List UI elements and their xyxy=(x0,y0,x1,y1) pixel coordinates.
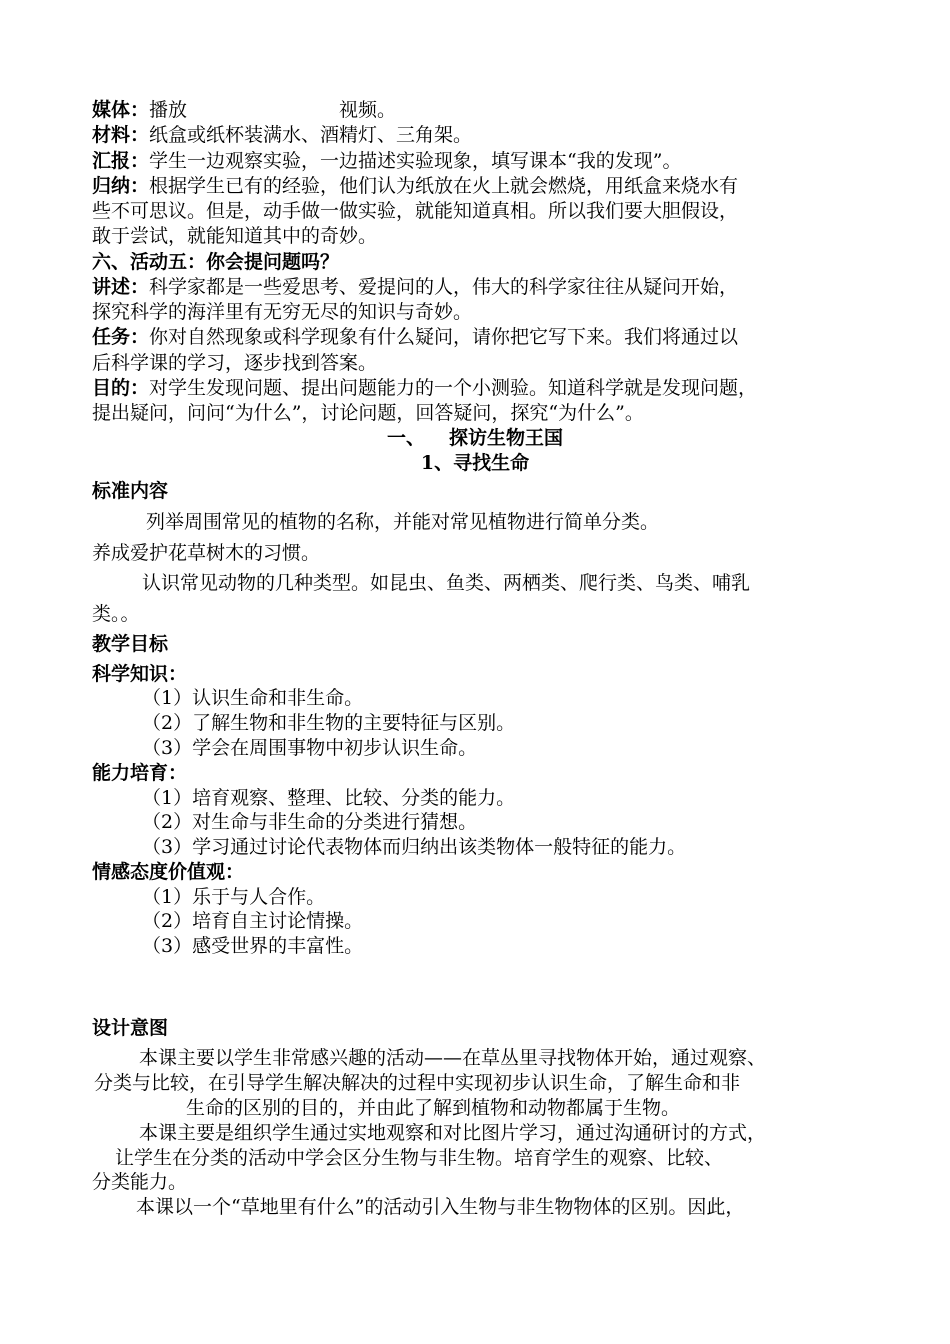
list-item: （2）了解生物和非生物的主要特征与区别。 xyxy=(142,712,516,734)
text-line: 本课主要以学生非常感兴趣的活动——在草丛里寻找物体开始，通过观察、 xyxy=(139,1047,767,1069)
text-line: 养成爱护花草树木的习惯。 xyxy=(92,542,321,564)
text-report: 学生一边观察实验，一边描述实验现象，填写课本“我的发现”。 xyxy=(149,150,682,172)
text-line: 提出疑问，问问“为什么”，讨论问题，回答疑问，探究“为什么”。 xyxy=(92,402,644,424)
label-task: 任务： xyxy=(92,326,150,348)
label-media: 媒体： xyxy=(92,99,150,121)
unit-number: 一、 xyxy=(386,427,425,449)
list-item: （1）认识生命和非生命。 xyxy=(142,687,364,709)
unit-name: 探访生物王国 xyxy=(449,427,564,449)
line-purpose xyxy=(92,376,757,400)
text-line: 列举周围常见的植物的名称，并能对常见植物进行简单分类。 xyxy=(146,511,660,533)
text-line: 类。。 xyxy=(92,603,140,625)
lesson-title: 1、寻找生命 xyxy=(420,452,530,474)
heading-design-intent: 设计意图 xyxy=(92,1017,169,1039)
text-purpose: 对学生发现问题、提出问题能力的一个小测验。知道科学就是发现问题， xyxy=(149,377,758,399)
subheading-science-knowledge: 科学知识： xyxy=(92,663,188,685)
text-line: 生命的区别的目的，并由此了解到植物和动物都属于生物。 xyxy=(186,1097,681,1119)
list-item: （3）学习通过讨论代表物体而归纳出该类物体一般特征的能力。 xyxy=(142,836,687,858)
unit-title xyxy=(0,426,950,450)
list-item: （1）乐于与人合作。 xyxy=(142,886,326,908)
text-line: 本课以一个“草地里有什么”的活动引入生物与非生物物体的区别。因此， xyxy=(136,1196,745,1218)
line-media xyxy=(92,98,396,122)
label-purpose: 目的： xyxy=(92,377,150,399)
text-narration: 科学家都是一些爱思考、爱提问的人，伟大的科学家往往从疑问开始， xyxy=(149,276,739,298)
text-line: 探究科学的海洋里有无穷无尽的知识与奇妙。 xyxy=(92,301,473,323)
text-line: 分类与比较，在引导学生解决解决的过程中实现初步认识生命，了解生命和非 xyxy=(94,1072,741,1094)
line-task xyxy=(92,325,738,349)
text-line: 些不可思议。但是，动手做一做实验，就能知道真相。所以我们要大胆假设， xyxy=(92,200,739,222)
text-line: 后科学课的学习，逐步找到答案。 xyxy=(92,352,378,374)
section-heading-activity-five: 六、活动五：你会提问题吗？ xyxy=(92,251,340,273)
list-item: （3）感受世界的丰富性。 xyxy=(142,935,364,957)
line-report xyxy=(92,149,681,173)
text-line: 本课主要是组织学生通过实地观察和对比图片学习，通过沟通研讨的方式， xyxy=(139,1122,767,1144)
line-narration xyxy=(92,275,738,299)
text-line: 让学生在分类的活动中学会区分生物与非生物。培育学生的观察、比较、 xyxy=(115,1147,724,1169)
text-materials: 纸盒或纸杯装满水、酒精灯、三角架。 xyxy=(149,124,473,146)
subheading-attitude-values: 情感态度价值观： xyxy=(92,861,245,883)
list-item: （2）培育自主讨论情操。 xyxy=(142,910,364,932)
label-narration: 讲述： xyxy=(92,276,150,298)
text-summary: 根据学生已有的经验，他们认为纸放在火上就会燃烧，用纸盒来烧水有 xyxy=(149,175,739,197)
list-item: （3）学会在周围事物中初步认识生命。 xyxy=(142,737,478,759)
text-line: 分类能力。 xyxy=(92,1171,188,1193)
list-item: （1）培育观察、整理、比较、分类的能力。 xyxy=(142,787,516,809)
text-line: 敢于尝试，就能知道其中的奇妙。 xyxy=(92,225,378,247)
heading-standard-content: 标准内容 xyxy=(92,480,169,502)
line-materials xyxy=(92,123,472,147)
label-materials: 材料： xyxy=(92,124,150,146)
text-media-play: 播放 xyxy=(149,99,188,121)
text-line: 认识常见动物的几种类型。如昆虫、鱼类、两栖类、爬行类、鸟类、哺乳 xyxy=(142,572,751,594)
line-summary xyxy=(92,174,738,198)
subheading-ability: 能力培育： xyxy=(92,762,188,784)
heading-teaching-goals: 教学目标 xyxy=(92,633,169,655)
text-media-video: 视频。 xyxy=(339,99,397,121)
text-task: 你对自然现象或科学现象有什么疑问，请你把它写下来。我们将通过以 xyxy=(149,326,739,348)
label-summary: 归纳： xyxy=(92,175,150,197)
list-item: （2）对生命与非生命的分类进行猜想。 xyxy=(142,811,478,833)
label-report: 汇报： xyxy=(92,150,150,172)
